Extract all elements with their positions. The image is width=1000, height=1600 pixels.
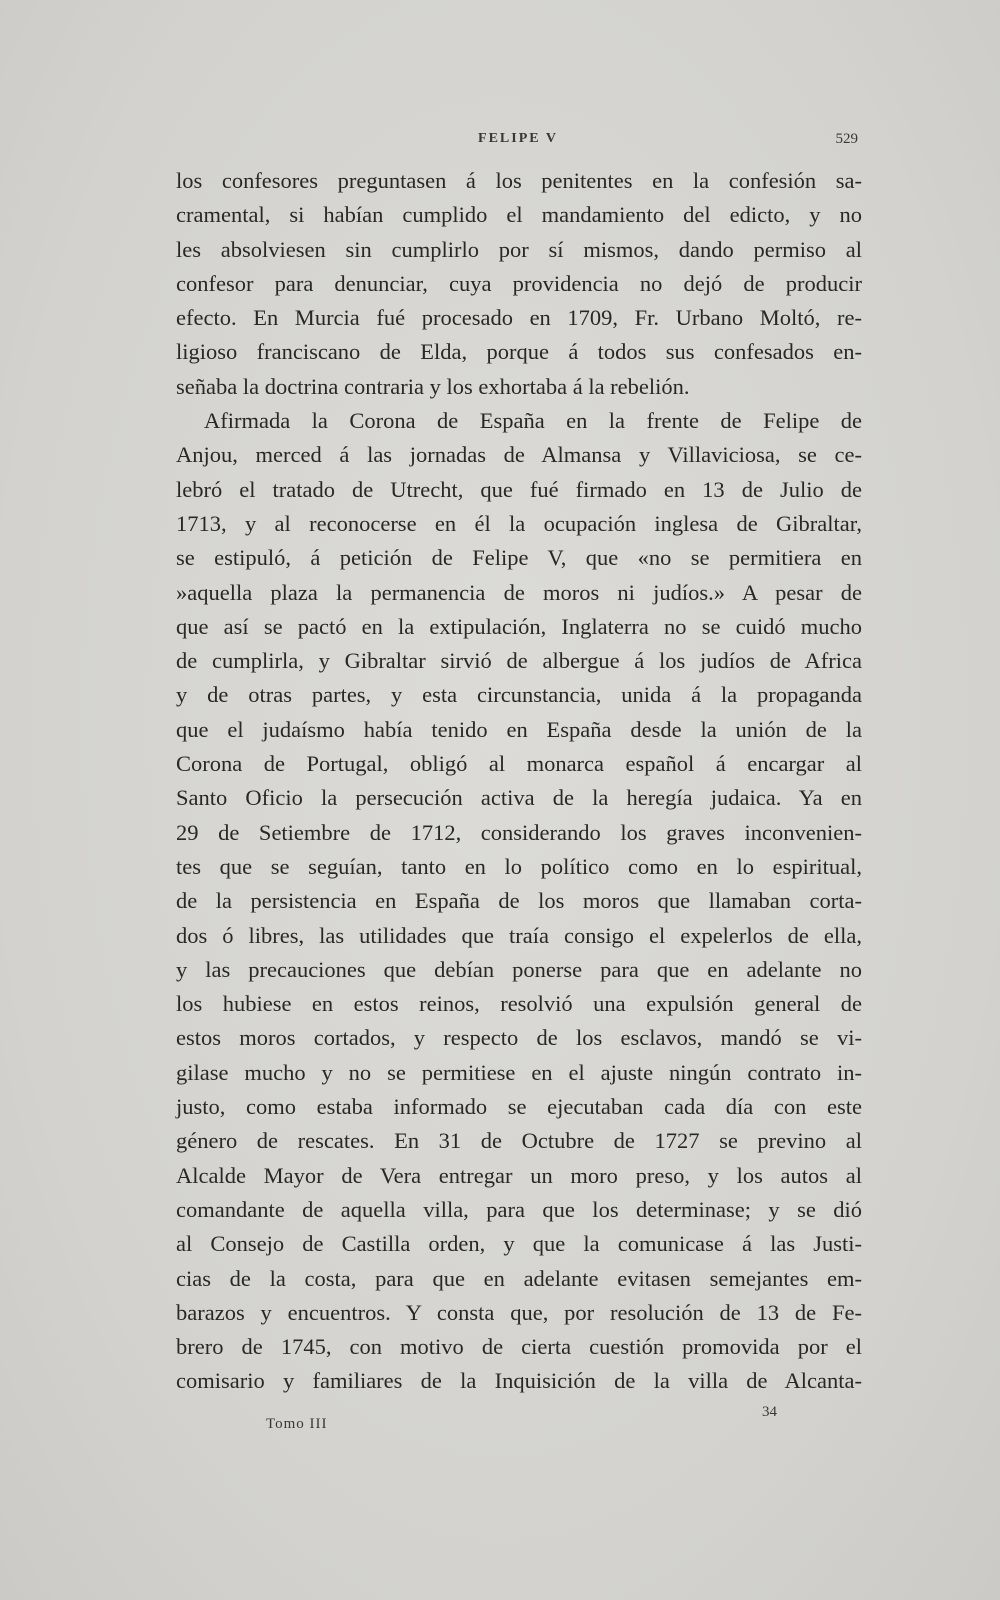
text-line: comisario y familiares de la Inquisición de la villa de Alcanta- xyxy=(176,1368,862,1394)
text-line: al Consejo de Castilla orden, y que la comunicase á las Justi- xyxy=(176,1231,862,1257)
text-line: efecto. En Murcia fué procesado en 1709, Fr. Urbano Moltó, re- xyxy=(176,305,862,331)
text-line: y de otras partes, y esta circunstancia, unida á la propaganda xyxy=(176,682,862,708)
text-line: »aquella plaza la permanencia de moros ni judíos.» A pesar de xyxy=(176,579,862,605)
text-line: y las precauciones que debían ponerse para que en adelante no xyxy=(176,956,862,982)
text-line: cramental, si habían cumplido el mandamiento del edicto, y no xyxy=(176,202,862,228)
page-number: 529 xyxy=(835,131,858,147)
text-line: de la persistencia en España de los moros que llamaban corta- xyxy=(176,888,862,914)
text-line: tes que se seguían, tanto en lo político como en lo espiritual, xyxy=(176,853,862,879)
text-line: 29 de Setiembre de 1712, considerando los graves inconvenien- xyxy=(176,819,862,845)
text-line: Santo Oficio la persecución activa de la heregía judaica. Ya en xyxy=(176,785,862,811)
running-head xyxy=(178,131,858,155)
text-line: que así se pactó en la extipulación, Inglaterra no se cuidó mucho xyxy=(176,613,862,639)
text-line: señaba la doctrina contraria y los exhortaba á la rebelión. xyxy=(176,373,690,399)
text-line: Corona de Portugal, obligó al monarca español á encargar al xyxy=(176,751,862,777)
text-line: lebró el tratado de Utrecht, que fué firmado en 13 de Julio de xyxy=(176,476,862,502)
text-line: confesor para denunciar, cuya providencia no dejó de producir xyxy=(176,270,862,296)
text-line: barazos y encuentros. Y consta que, por resolución de 13 de Fe- xyxy=(176,1299,862,1325)
signature-mark: 34 xyxy=(762,1404,777,1420)
text-line: Alcalde Mayor de Vera entregar un moro preso, y los autos al xyxy=(176,1162,862,1188)
text-line: 1713, y al reconocerse en él la ocupación inglesa de Gibraltar, xyxy=(176,510,862,536)
text-line: se estipuló, á petición de Felipe V, que «no se permitiera en xyxy=(176,545,862,571)
text-line: dos ó libres, las utilidades que traía consigo el expelerlos de ella, xyxy=(176,922,862,948)
body-text xyxy=(176,164,862,1399)
text-line: comandante de aquella villa, para que los determinase; y se dió xyxy=(176,1196,862,1222)
text-line: estos moros cortados, y respecto de los esclavos, mandó se vi- xyxy=(176,1025,862,1051)
text-line: gilase mucho y no se permitiese en el ajuste ningún contrato in- xyxy=(176,1059,862,1085)
text-line: brero de 1745, con motivo de cierta cuestión promovida por el xyxy=(176,1334,862,1360)
text-line: Anjou, merced á las jornadas de Almansa y Villaviciosa, se ce- xyxy=(176,442,862,468)
text-line: justo, como estaba informado se ejecutaban cada día con este xyxy=(176,1094,862,1120)
text-line: los confesores preguntasen á los penitentes en la confesión sa- xyxy=(176,168,862,193)
text-line: género de rescates. En 31 de Octubre de 1727 se previno al xyxy=(176,1128,862,1154)
text-line: que el judaísmo había tenido en España desde la unión de la xyxy=(176,716,862,742)
text-line: Afirmada la Corona de España en la frente de Felipe de xyxy=(204,408,862,434)
text-line: ligioso franciscano de Elda, porque á todos sus confesados en- xyxy=(176,339,862,365)
volume-label: Tomo III xyxy=(266,1416,328,1432)
text-line: los hubiese en estos reinos, resolvió una expulsión general de xyxy=(176,991,862,1017)
running-title: FELIPE V xyxy=(478,131,558,146)
text-line: cias de la costa, para que en adelante evitasen semejantes em- xyxy=(176,1265,862,1291)
text-line: les absolviesen sin cumplirlo por sí mismos, dando permiso al xyxy=(176,236,862,262)
text-line: de cumplirla, y Gibraltar sirvió de albergue á los judíos de Africa xyxy=(176,648,862,674)
